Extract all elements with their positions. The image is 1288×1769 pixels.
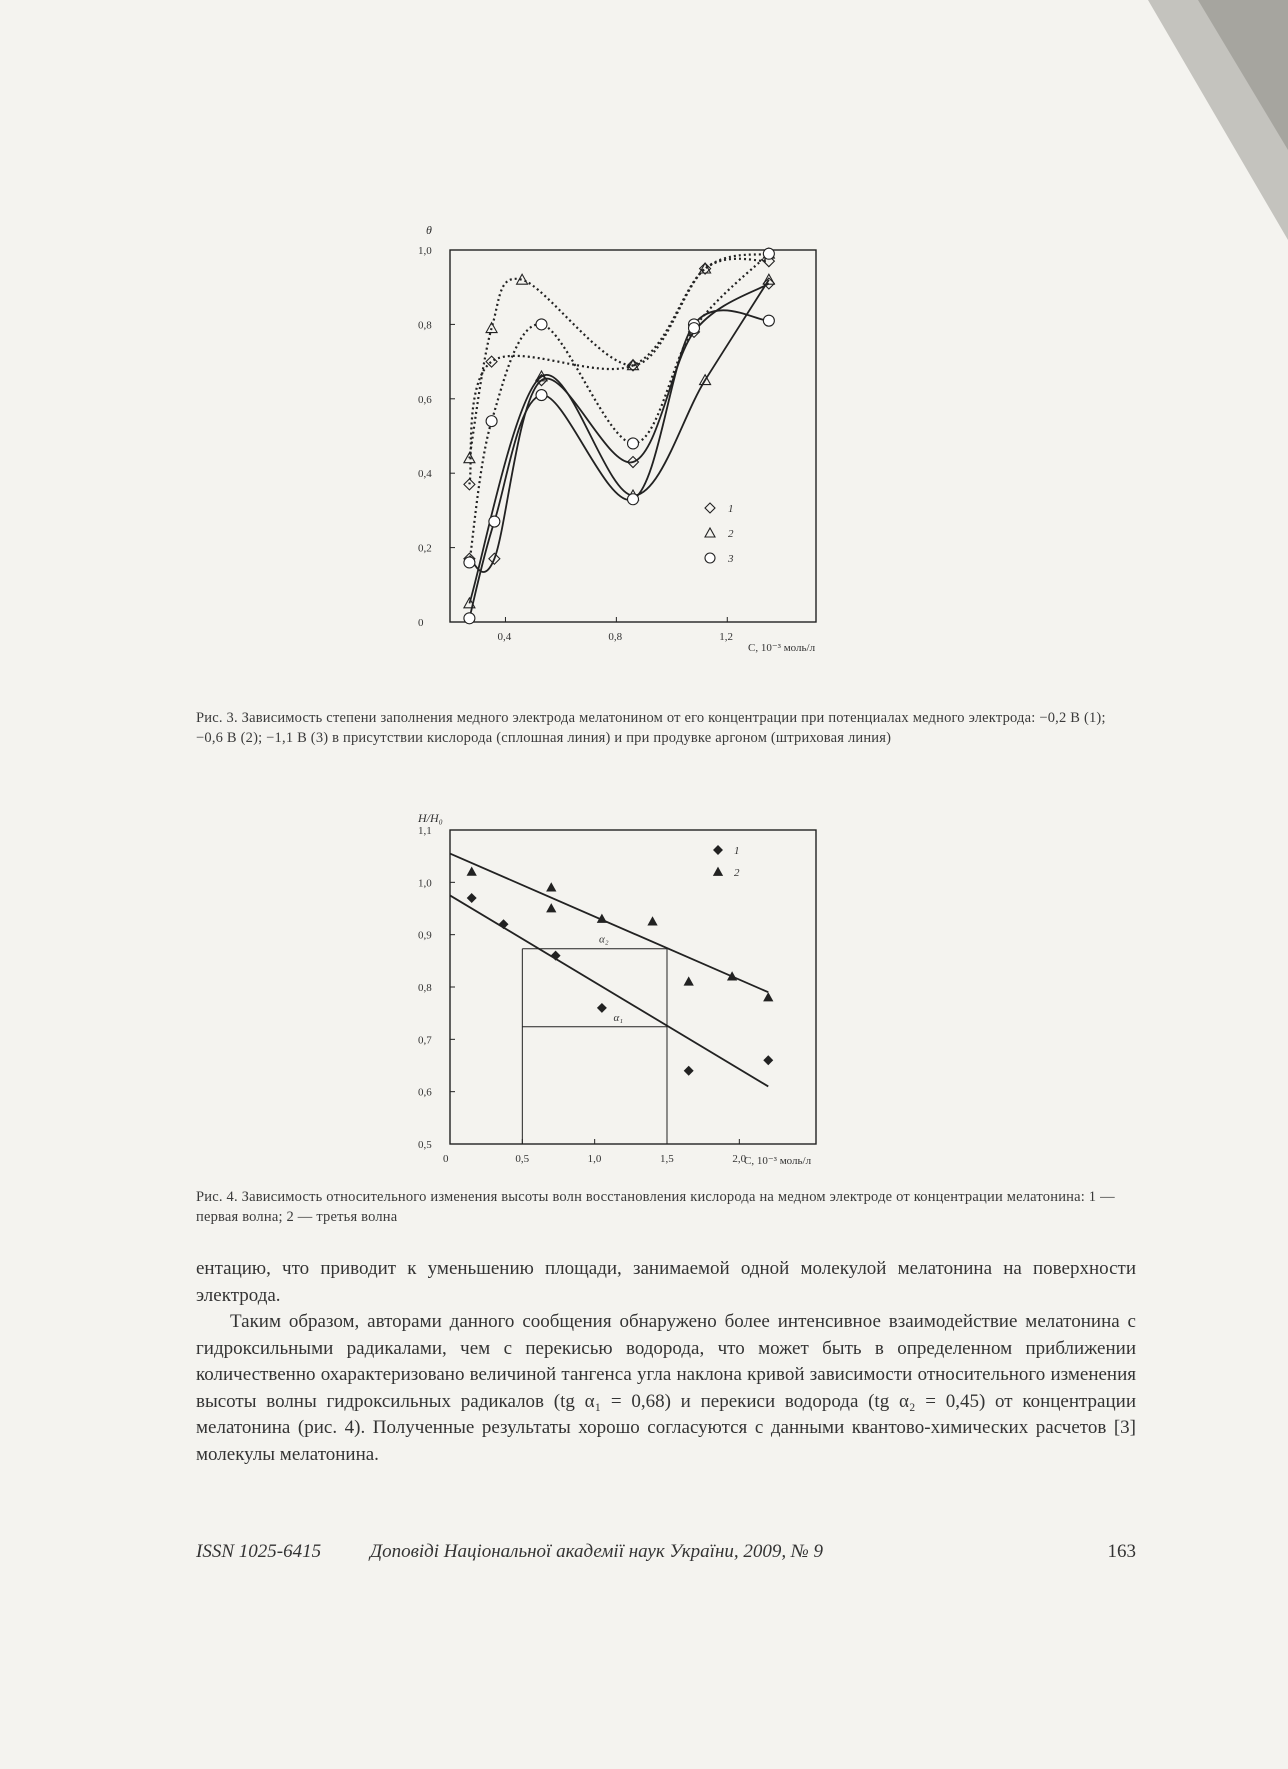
figure-3-chart <box>398 218 918 698</box>
legend-marker <box>705 503 715 513</box>
footer-issn: ISSN 1025-6415 <box>196 1541 322 1562</box>
y-tick-label: 0,6 <box>418 393 432 406</box>
footer-journal: Доповiдi Нацiональної академiї наук України, 2009, № 9 <box>370 1541 824 1562</box>
series-line-1 <box>469 283 768 572</box>
data-point <box>467 868 475 876</box>
x-tick-label: 2,0 <box>732 1153 747 1165</box>
legend-label: 1 <box>734 845 740 857</box>
angle-label: α₂ <box>599 933 609 946</box>
page-number: 163 <box>1107 1541 1136 1562</box>
legend <box>714 845 740 879</box>
data-point <box>467 894 475 902</box>
data-point <box>517 274 528 284</box>
data-point <box>499 920 507 928</box>
y-tick-label: 0,2 <box>418 542 432 555</box>
data-point <box>684 1067 692 1075</box>
data-point <box>684 978 692 986</box>
data-point <box>764 1056 772 1064</box>
data-point <box>763 274 774 284</box>
y-tick-label: 0,5 <box>418 1139 432 1151</box>
series-line-4 <box>469 259 768 485</box>
y-tick-label: 1,1 <box>418 825 432 837</box>
y-tick-label: 0,7 <box>418 1034 432 1047</box>
legend-label: 2 <box>728 528 734 540</box>
data-point <box>464 557 475 568</box>
figure-4-chart <box>398 808 918 1172</box>
x-axis-label: C, 10⁻³ моль/л <box>748 642 816 654</box>
data-point <box>547 904 555 912</box>
legend-marker <box>714 868 722 876</box>
data-point <box>700 263 711 273</box>
data-point <box>648 917 656 925</box>
x-tick-label: 1,0 <box>587 1153 602 1165</box>
figure-4-caption: Рис. 4. Зависимость относительного изменения высоты волн восстановления кислорода на медном электроде от концентрации мелатонина: 1 — первая волна; 2 — третья волна <box>196 1189 1115 1225</box>
y-axis-label: H/H₀ <box>418 811 443 825</box>
fit-line-1 <box>450 895 768 1086</box>
data-point <box>628 494 639 505</box>
x-tick-label: 0,8 <box>608 631 623 643</box>
y-tick-label: 1,0 <box>418 245 432 257</box>
data-point <box>536 390 547 401</box>
data-point <box>763 315 774 326</box>
paragraph-2: Таким образом, авторами данного сообщения обнаружено более интенсивное взаимодействие мелатонина с гидроксильными радикалами, чем с перекисью водорода, что может быть в определенном приближении количественно охарактеризовано величиной тангенса угла наклона кривой зависимости относительного изменения высоты волны гидроксильных радикалов (tg α₁ = 0,68) и перекиси водорода (tg α₂ = 0,45) от концентрации мелатонина (рис. 4). Полученные результаты хорошо согласуются с данными квантово-химических расчетов [3] молекулы мелатонина. <box>196 1311 1136 1465</box>
data-point <box>464 613 475 624</box>
data-point <box>763 248 774 259</box>
x-axis-label: C, 10⁻³ моль/л <box>744 1155 812 1167</box>
legend-marker <box>705 553 715 563</box>
y-tick-label: 0,8 <box>418 982 432 994</box>
x-tick-label: 1,5 <box>659 1153 674 1165</box>
y-tick-label: 0,8 <box>418 319 432 332</box>
figure-4 <box>398 808 918 1172</box>
data-point <box>486 416 497 427</box>
page-fold-corner <box>1088 0 1288 240</box>
angle-label: α₁ <box>613 1012 624 1025</box>
plot-frame <box>450 250 816 622</box>
data-point <box>628 438 639 449</box>
y-tick-label: 1,0 <box>418 877 432 890</box>
data-point <box>598 1004 606 1012</box>
figure-3 <box>398 218 918 698</box>
data-point <box>689 323 700 334</box>
y-tick-label: 0 <box>418 617 424 629</box>
data-point <box>486 356 497 367</box>
x-tick-label: 0 <box>443 1153 449 1165</box>
y-tick-label: 0,6 <box>418 1086 432 1099</box>
legend-label: 1 <box>728 503 734 515</box>
paragraph-1: ентацию, что приводит к уменьшению площади, занимаемой одной молекулой мелатонина на поверхности электрода. <box>196 1258 1136 1306</box>
x-tick-label: 0,5 <box>515 1153 530 1165</box>
data-point <box>547 883 555 891</box>
legend-label: 2 <box>734 867 740 879</box>
legend-marker <box>705 528 715 537</box>
legend <box>705 503 734 565</box>
y-axis-label: θ <box>426 223 432 237</box>
data-point <box>764 993 772 1001</box>
y-tick-label: 0,9 <box>418 929 432 942</box>
legend-marker <box>714 846 722 854</box>
y-tick-label: 0,4 <box>418 468 432 481</box>
legend-label: 3 <box>728 553 734 565</box>
x-tick-label: 1,2 <box>719 631 734 643</box>
data-point <box>551 951 559 959</box>
figure-3-caption: Рис. 3. Зависимость степени заполнения медного электрода мелатонином от его концентрации при потенциалах медного электрода: −0,2 В (1); −0,6 В (2); −1,1 В (3) в присутствии кислорода (сплошная линия) и при продувке аргоном (штриховая линия) <box>196 710 1106 746</box>
data-point <box>489 516 500 527</box>
body-text <box>196 1256 1136 1468</box>
series-line-6 <box>469 254 768 563</box>
data-point <box>536 319 547 330</box>
x-tick-label: 0,4 <box>497 631 512 643</box>
